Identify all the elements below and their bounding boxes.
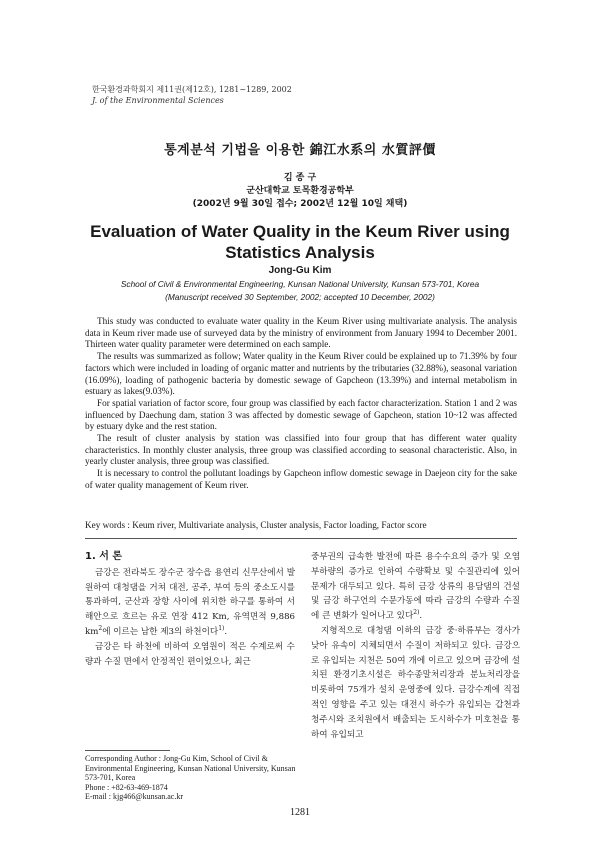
intro-paragraph-continued — [311, 550, 520, 624]
email: E-mail : kjg466@kunsan.ac.kr — [85, 792, 184, 802]
manuscript-dates: (Manuscript received 30 September, 2002; accepted 10 December, 2002) — [165, 292, 435, 302]
abstract — [85, 316, 517, 492]
english-title: Evaluation of Water Quality in the Keum River using Statistics Analysis — [90, 222, 510, 262]
intro-paragraph-3: 지형적으로 대청댐 이하의 금강 중·하류부는 경사가 낮아 유속이 지체되면서 수질이 저하되고 있다. 금강으로 유입되는 지천은 50여 개에 이르고 있으며 금강에 설치된 환경기초시설은 하수종말처리장과 분뇨처리장을 비롯하여 75개가 설치 운영중에 있다. 금강수계에 직접적인 영향을 주고 있는 대전시 하수가 유입되는 갑천과 청주시와 조치원에서 배출되는 도시하수가 미호천을 통하여 유입되고 — [311, 625, 520, 740]
text-run: 에 이르는 남한 제3의 하천이다 — [102, 626, 219, 637]
korean-dates: (2002년 9월 30일 접수; 2002년 12월 10일 채택) — [192, 199, 408, 209]
abstract-paragraph: The results was summarized as follow; Water quality in the Keum River could be explained up to 71.39% by four factors which were included in loading of organic matter and nutrients by the tributaries (32.88%), seasonal variation (16.09%), loading of pathogenic bacteria by domestic sewage of Gapcheon (13.39%) and internal metabolism in estuary as lakes(9.03%). — [85, 351, 517, 397]
abstract-paragraph: This study was conducted to evaluate water quality in the Keum River using multivariate analysis. The analysis data in Keum river made use of surveyed data by the ministry of environment from January 1994 to December 2001. Thirteen water quality parameter were determined on each sample. — [85, 316, 517, 350]
text-run: . — [419, 611, 423, 622]
intro-paragraph-1 — [85, 566, 295, 640]
english-author: Jong-Gu Kim — [268, 265, 332, 276]
section-divider — [85, 538, 517, 539]
korean-affiliation: 군산대학교 토목환경공학부 — [246, 186, 354, 196]
text-run: 금강은 전라북도 장수군 장수읍 용연리 신무산에서 발원하여 대청댐을 거쳐 대전, 공주, 부여 등의 중소도시를 통과하여, 군산과 장항 사이에 위치한 하구를 통하여 서해안으로 흐르는 유로 연장 412 Km, 유역면적 9,886 km — [85, 567, 295, 637]
corresponding-author: Corresponding Author : Jong-Gu Kim, School of Civil & Environmental Engineering, Kunsan National University, Kunsan 573-701, Korea — [85, 754, 296, 783]
citation-ref: 2) — [413, 609, 420, 617]
right-column — [311, 550, 520, 742]
corresponding-author-footnote — [85, 754, 300, 802]
abstract-paragraph: It is necessary to control the pollutant loadings by Gapcheon inflow domestic sewage in Daejeon city for the sake of water quality management of Keum river. — [85, 468, 517, 490]
english-affiliation: School of Civil & Environmental Engineering, Kunsan National University, Kunsan 573-701, Korea — [120, 279, 480, 289]
footnote-divider — [85, 750, 170, 751]
abstract-paragraph: For spatial variation of factor score, four group was classified by each factor characterization. Station 1 and 2 was influenced by Daechung dam, station 3 was affected by domestic sewage of Gapcheon, station 10~12 was affected by estuary dyke and the rest station. — [85, 397, 517, 432]
text-run: 중부권의 급속한 발전에 따른 용수수요의 증가 및 오염부하량의 증가로 인하여 수량확보 및 수질관리에 있어 문제가 대두되고 있다. 특히 금강 상류의 용담댐의 건설 및 금강 하구언의 수문가동에 따라 금강의 수량과 수질에 큰 변화가 일어나고 있다 — [311, 552, 520, 622]
section-heading: 1. 서 론 — [85, 551, 123, 562]
journal-english-name: J. of the Environmental Sciences — [92, 96, 224, 105]
korean-title: 통계분석 기법을 이용한 錦江水系의 水質評價 — [164, 143, 436, 158]
abstract-paragraph: The result of cluster analysis by station was classified into four group that has different water quality characteristics. In monthly cluster analysis, three group was classified according to seasonal characteristic. Also, in yearly cluster analysis, three group was classified. — [85, 433, 517, 467]
citation-ref: 1) — [218, 625, 225, 633]
page-number: 1281 — [290, 807, 310, 818]
journal-header — [92, 84, 292, 106]
text-run: . — [224, 626, 228, 637]
intro-paragraph-2: 금강은 타 하천에 비하여 오염원이 적은 수계로써 수량과 수질 면에서 안정적인 편이었으나, 최근 — [85, 641, 295, 667]
left-column — [85, 550, 295, 669]
phone: Phone : +82-63-469-1874 — [85, 782, 168, 792]
korean-author: 김 종 구 — [283, 173, 317, 183]
superscript: 2 — [98, 625, 103, 633]
journal-korean-citation: 한국환경과학회지 제11권(제12호), 1281~1289, 2002 — [92, 85, 292, 94]
keywords: Key words : Keum river, Multivariate analysis, Cluster analysis, Factor loading, Factor score — [85, 520, 427, 530]
